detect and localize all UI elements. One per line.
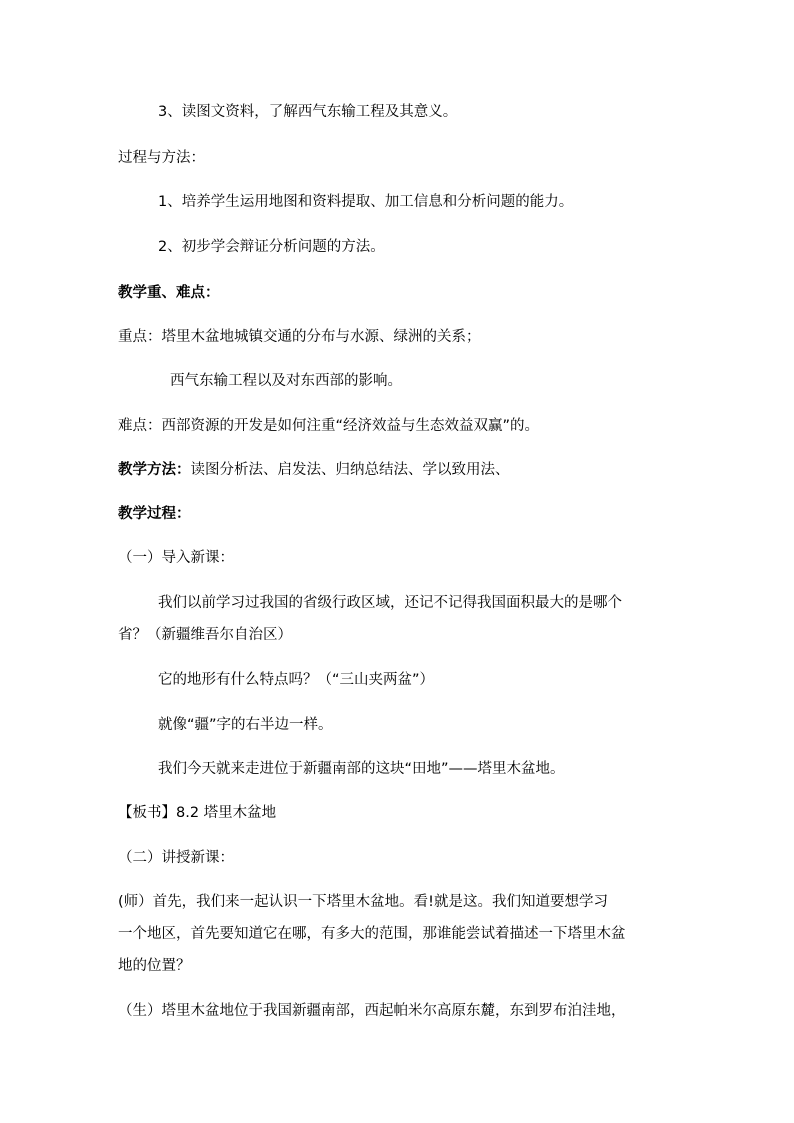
section-heading-process-method: 过程与方法：	[118, 150, 205, 166]
teacher-paragraph-line-3: 地的位置？	[118, 958, 191, 974]
student-paragraph-line-1: （生）塔里木盆地位于我国新疆南部，西起帕米尔高原东麓，东到罗布泊洼地，	[118, 1003, 626, 1019]
intro-question-terrain: 它的地形有什么特点吗？（“三山夹两盆”）	[158, 672, 435, 688]
intro-paragraph-line-1: 我们以前学习过我国的省级行政区域，还记不记得我国面积最大的是哪个	[158, 595, 622, 611]
key-point-line-2: 西气东输工程以及对东西部的影响。	[170, 373, 402, 389]
key-difficult-points-heading: 教学重、难点：	[118, 285, 220, 301]
teacher-paragraph-line-1: (师）首先，我们来一起认识一下塔里木盆地。看!就是这。我们知道要想学习	[118, 894, 608, 910]
teaching-methods	[118, 460, 510, 480]
method-item-1: 1、培养学生运用地图和资料提取、加工信息和分析问题的能力。	[158, 194, 574, 210]
objective-3: 3、读图文资料，了解西气东输工程及其意义。	[158, 104, 458, 120]
new-lesson-heading: （二）讲授新课：	[118, 850, 234, 866]
teaching-methods-text: 读图分析法、启发法、归纳总结法、学以致用法、	[190, 462, 510, 478]
intro-paragraph-line-2: 省？（新疆维吾尔自治区）	[118, 627, 292, 643]
intro-heading: （一）导入新课：	[118, 550, 234, 566]
method-item-2: 2、初步学会辩证分析问题的方法。	[158, 239, 385, 255]
teaching-methods-label: 教学方法：	[118, 462, 191, 478]
intro-analogy: 就像“疆”字的右半边一样。	[158, 717, 333, 733]
board-note: 【板书】8.2 塔里木盆地	[118, 805, 277, 821]
intro-transition: 我们今天就来走进位于新疆南部的这块“田地”——塔里木盆地。	[158, 761, 565, 777]
difficult-point: 难点：西部资源的开发是如何注重“经济效益与生态效益双赢”的。	[118, 418, 540, 434]
teaching-process-heading: 教学过程：	[118, 506, 191, 522]
key-point-line-1: 重点：塔里木盆地城镇交通的分布与水源、绿洲的关系；	[118, 329, 481, 345]
teacher-paragraph-line-2: 一个地区，首先要知道它在哪，有多大的范围，那谁能尝试着描述一下塔里木盆	[118, 926, 626, 942]
